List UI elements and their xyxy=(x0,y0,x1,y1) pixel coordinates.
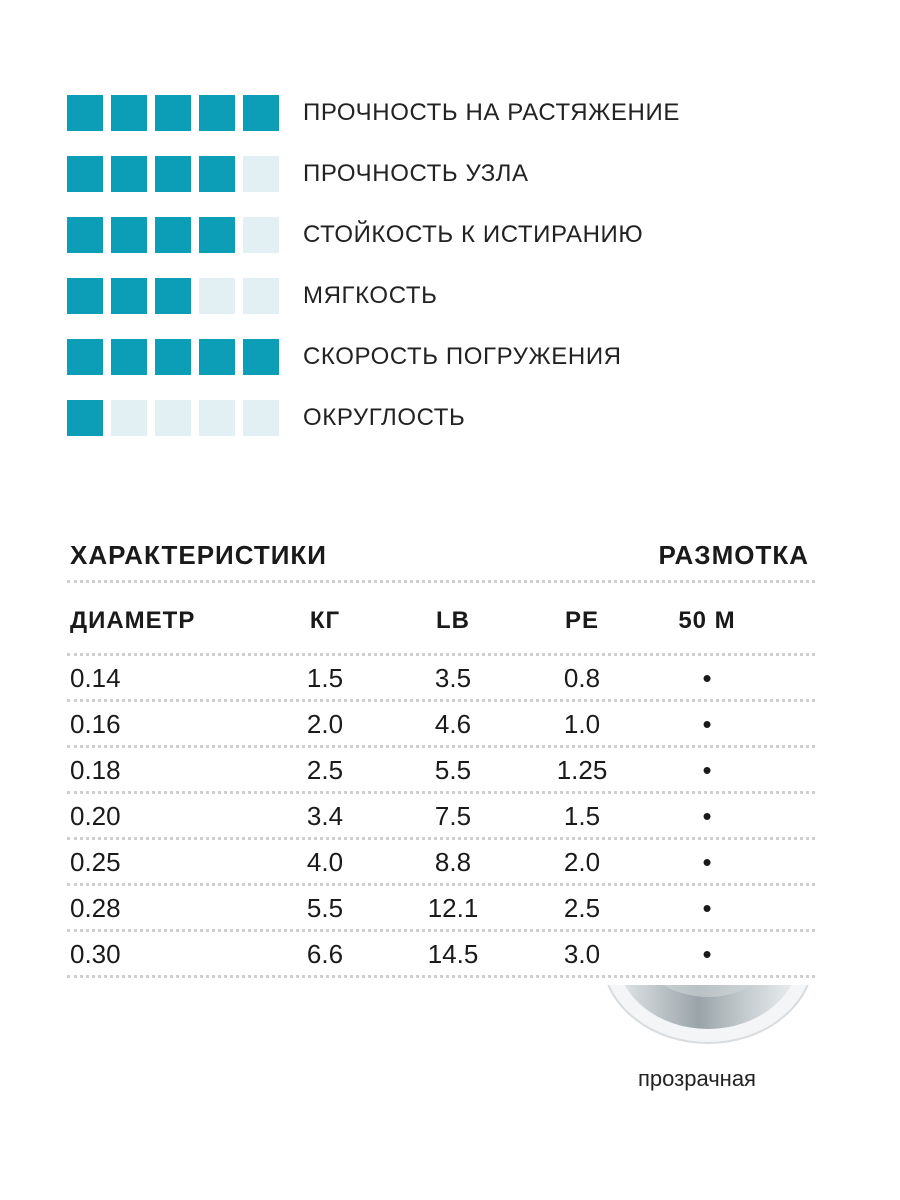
table-row xyxy=(67,932,815,975)
rating-square-filled xyxy=(67,278,103,314)
rating-square-filled xyxy=(243,339,279,375)
dotted-divider xyxy=(67,975,815,978)
rating-square-empty xyxy=(111,400,147,436)
rating-square-filled xyxy=(155,95,191,131)
rating-square-filled xyxy=(199,95,235,131)
cell-pe: 3.0 xyxy=(563,939,601,969)
rating-row xyxy=(67,95,680,131)
specs-header xyxy=(67,540,815,580)
cell-kg: 2.0 xyxy=(306,709,344,739)
rating-square-filled xyxy=(155,156,191,192)
rating-square-filled xyxy=(155,278,191,314)
rating-scale xyxy=(67,400,281,436)
rating-row xyxy=(67,217,680,253)
specs-table xyxy=(67,540,815,978)
table-row xyxy=(67,702,815,745)
rating-square-filled xyxy=(111,156,147,192)
table-row xyxy=(67,794,815,837)
column-header-length: 50 М xyxy=(678,607,736,634)
rating-scale xyxy=(67,339,281,375)
cell-kg: 5.5 xyxy=(306,893,344,923)
rating-square-filled xyxy=(111,217,147,253)
rating-row xyxy=(67,278,680,314)
rating-scale xyxy=(67,156,281,192)
rating-square-filled xyxy=(155,217,191,253)
cell-pe: 0.8 xyxy=(563,663,601,693)
cell-length: • xyxy=(702,939,712,969)
table-row xyxy=(67,840,815,883)
rating-square-filled xyxy=(67,400,103,436)
cell-kg: 3.4 xyxy=(306,801,344,831)
rating-square-filled xyxy=(199,339,235,375)
color-caption: прозрачная xyxy=(638,1066,756,1091)
cell-lb: 7.5 xyxy=(434,801,472,831)
cell-pe: 2.0 xyxy=(563,847,601,877)
rating-label: ОКРУГЛОСТЬ xyxy=(303,404,466,431)
cell-diameter: 0.14 xyxy=(70,663,121,693)
cell-lb: 8.8 xyxy=(434,847,472,877)
cell-length: • xyxy=(702,893,712,923)
column-header-diameter: ДИАМЕТР xyxy=(70,607,196,634)
cell-lb: 3.5 xyxy=(434,663,472,693)
cell-length: • xyxy=(702,709,712,739)
ratings-panel xyxy=(67,95,680,461)
rating-square-filled xyxy=(243,95,279,131)
cell-length: • xyxy=(702,801,712,831)
rating-square-empty xyxy=(243,156,279,192)
rating-square-filled xyxy=(111,278,147,314)
rating-square-filled xyxy=(111,95,147,131)
rating-square-filled xyxy=(67,95,103,131)
cell-kg: 6.6 xyxy=(306,939,344,969)
table-row xyxy=(67,656,815,699)
cell-diameter: 0.20 xyxy=(70,801,121,831)
rating-square-empty xyxy=(199,278,235,314)
column-header-row xyxy=(67,583,815,653)
cell-diameter: 0.25 xyxy=(70,847,121,877)
table-row xyxy=(67,748,815,791)
cell-kg: 1.5 xyxy=(306,663,344,693)
rating-label: МЯГКОСТЬ xyxy=(303,282,438,309)
cell-pe: 1.25 xyxy=(556,755,608,785)
cell-lb: 12.1 xyxy=(427,893,479,923)
rating-label: СКОРОСТЬ ПОГРУЖЕНИЯ xyxy=(303,343,622,370)
rating-square-filled xyxy=(67,217,103,253)
rating-row xyxy=(67,339,680,375)
cell-pe: 2.5 xyxy=(563,893,601,923)
cell-kg: 4.0 xyxy=(306,847,344,877)
rating-square-empty xyxy=(199,400,235,436)
cell-diameter: 0.28 xyxy=(70,893,121,923)
rating-square-empty xyxy=(243,278,279,314)
rating-square-empty xyxy=(243,400,279,436)
cell-lb: 14.5 xyxy=(427,939,479,969)
table-row xyxy=(67,886,815,929)
column-header-kg: КГ xyxy=(309,607,341,634)
column-header-lb: LB xyxy=(436,607,470,634)
specs-title: ХАРАКТЕРИСТИКИ xyxy=(70,540,327,570)
cell-length: • xyxy=(702,847,712,877)
rating-label: СТОЙКОСТЬ К ИСТИРАНИЮ xyxy=(303,221,644,248)
cell-pe: 1.5 xyxy=(563,801,601,831)
cell-lb: 4.6 xyxy=(434,709,472,739)
cell-length: • xyxy=(702,663,712,693)
rating-square-empty xyxy=(155,400,191,436)
rating-square-filled xyxy=(199,217,235,253)
rating-square-filled xyxy=(67,339,103,375)
rating-square-filled xyxy=(111,339,147,375)
rating-row xyxy=(67,156,680,192)
cell-length: • xyxy=(702,755,712,785)
column-header-pe: PE xyxy=(564,607,600,634)
cell-kg: 2.5 xyxy=(306,755,344,785)
cell-lb: 5.5 xyxy=(434,755,472,785)
spool-image xyxy=(600,985,815,1047)
rating-row xyxy=(67,400,680,436)
rating-label: ПРОЧНОСТЬ УЗЛА xyxy=(303,160,529,187)
rating-square-filled xyxy=(199,156,235,192)
cell-diameter: 0.30 xyxy=(70,939,121,969)
cell-diameter: 0.18 xyxy=(70,755,121,785)
rating-square-filled xyxy=(67,156,103,192)
table-body xyxy=(67,656,815,978)
rating-square-filled xyxy=(155,339,191,375)
rating-scale xyxy=(67,217,281,253)
cell-pe: 1.0 xyxy=(563,709,601,739)
rating-label: ПРОЧНОСТЬ НА РАСТЯЖЕНИЕ xyxy=(303,99,680,126)
cell-diameter: 0.16 xyxy=(70,709,121,739)
rating-square-empty xyxy=(243,217,279,253)
spool-length-title: РАЗМОТКА xyxy=(658,540,809,570)
rating-scale xyxy=(67,95,281,131)
rating-scale xyxy=(67,278,281,314)
